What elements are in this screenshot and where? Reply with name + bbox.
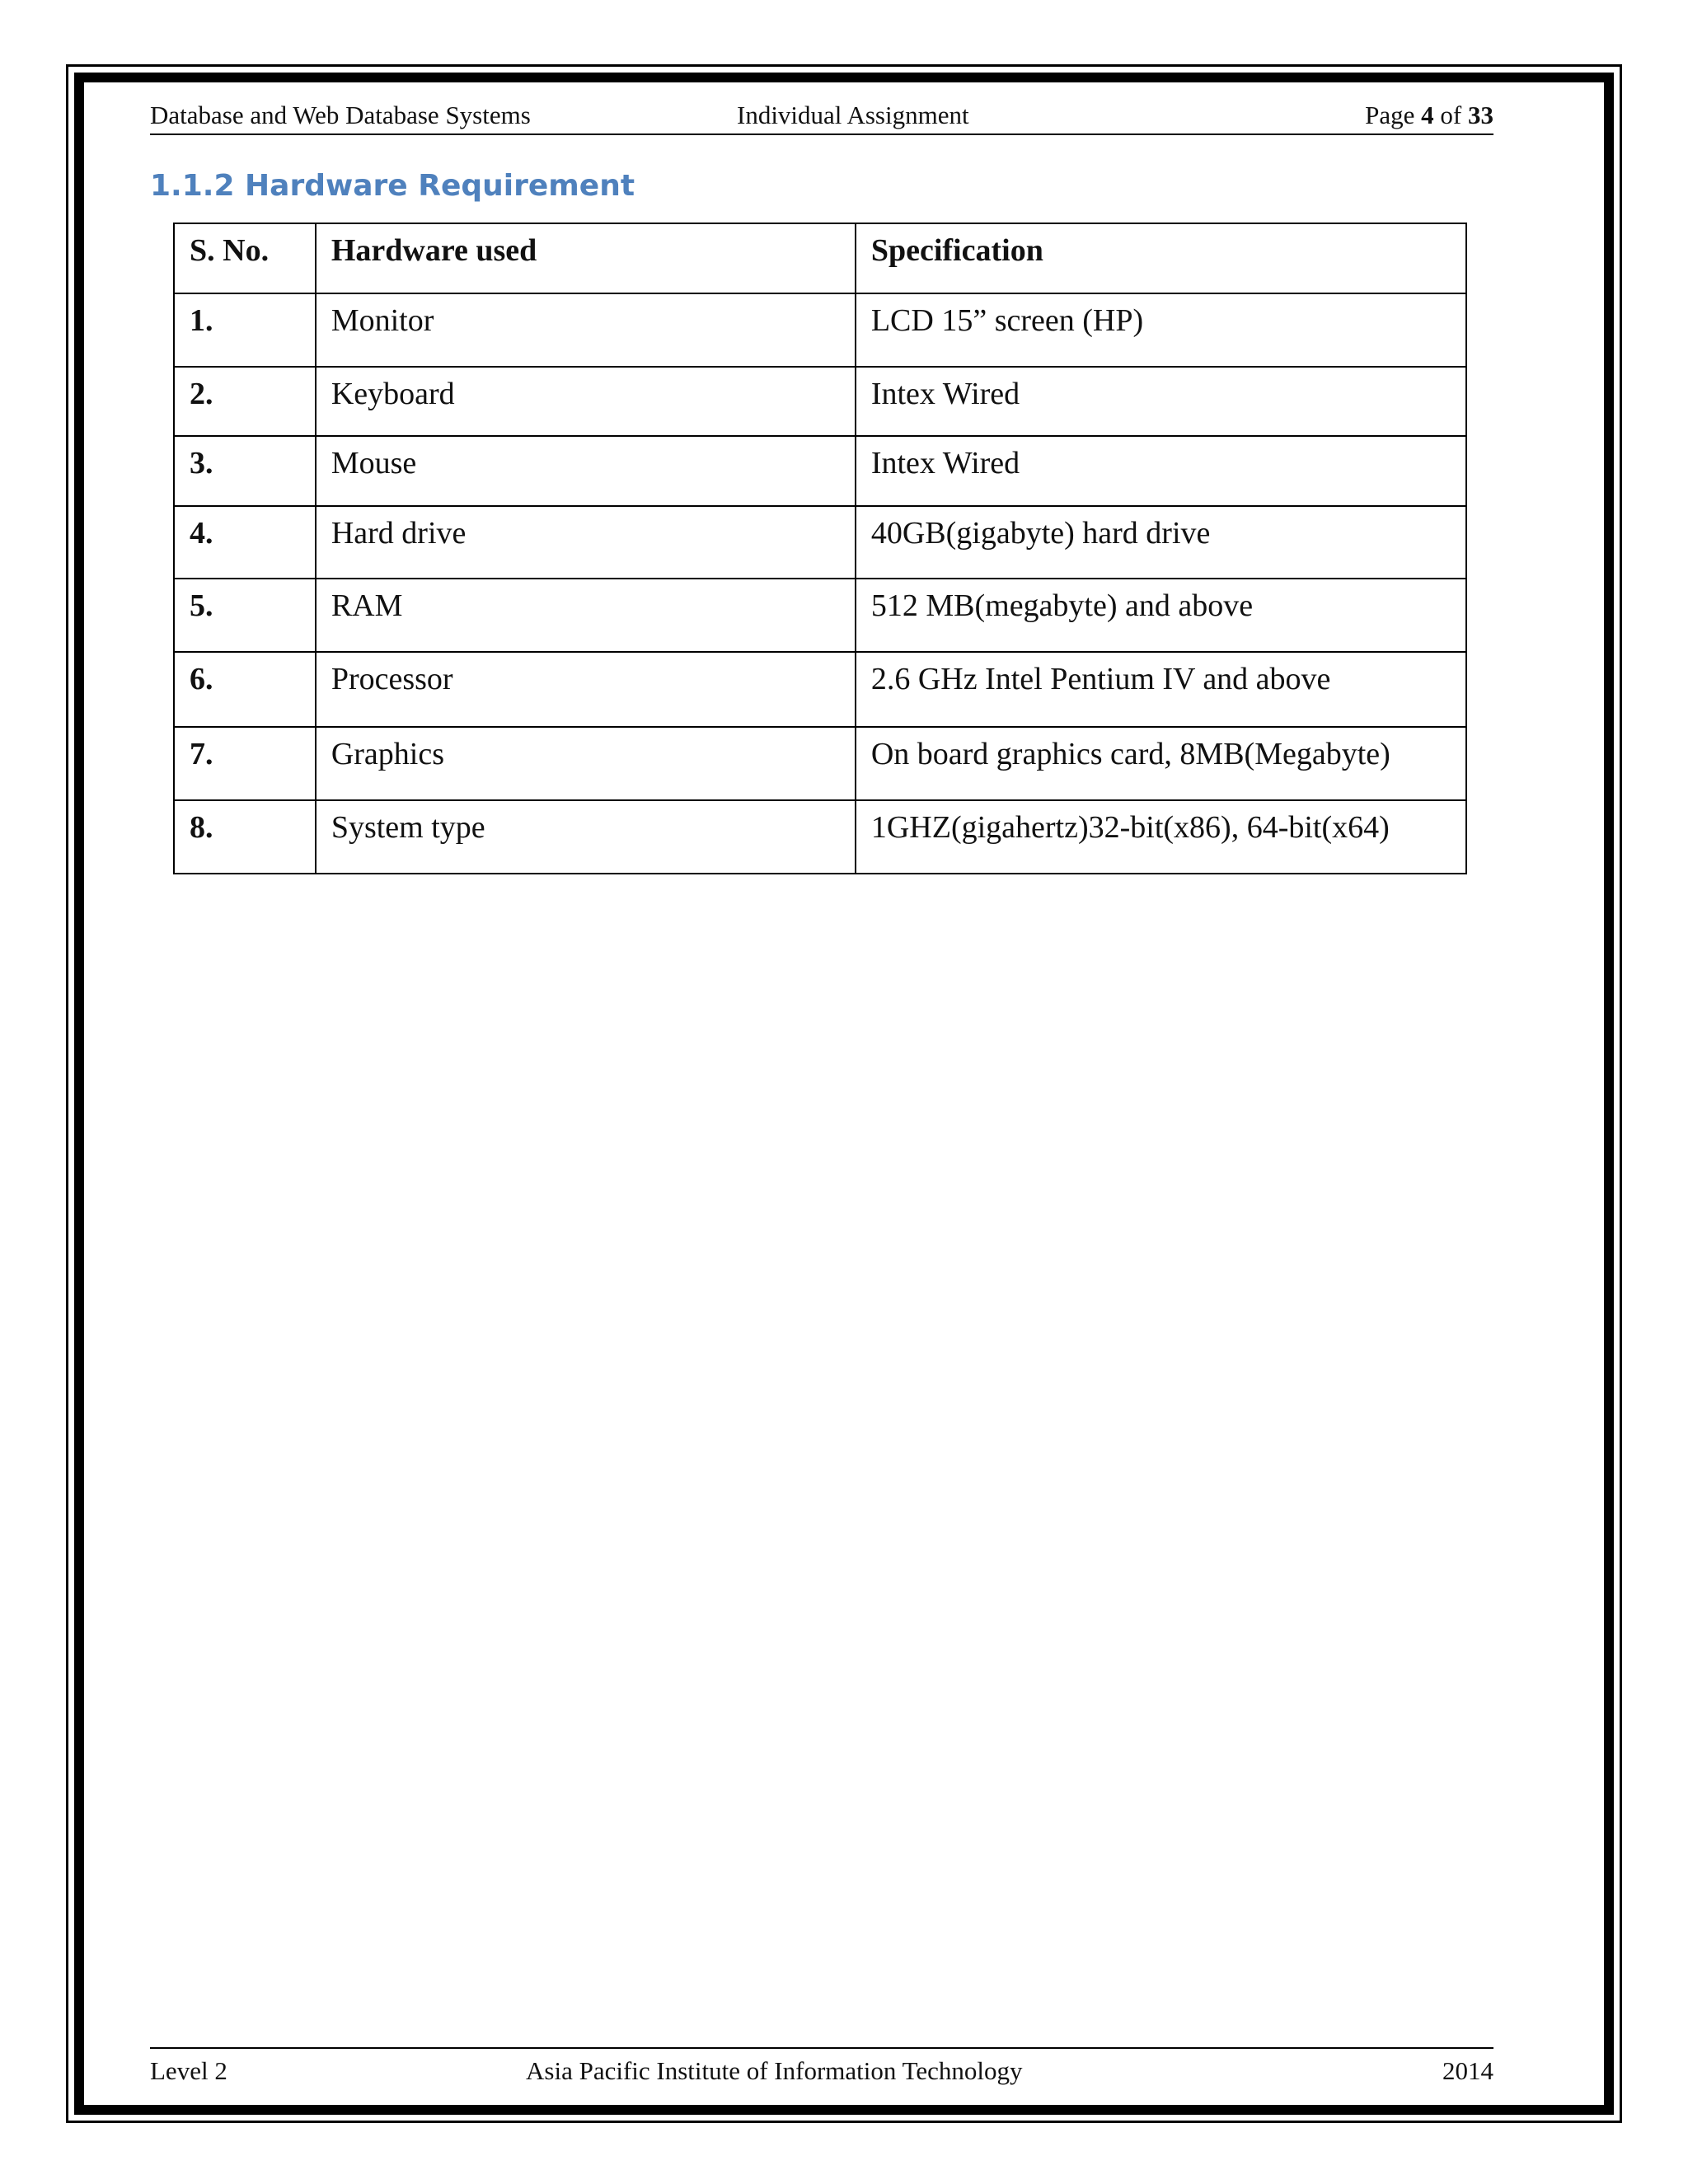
cell-specification: Intex Wired: [856, 436, 1466, 506]
cell-sno: 4.: [174, 506, 316, 579]
cell-sno: 3.: [174, 436, 316, 506]
table-header-row: [174, 223, 1466, 293]
cell-hardware: Keyboard: [316, 367, 856, 436]
table-row: [174, 652, 1466, 727]
header-page-number: [1365, 97, 1493, 134]
cell-specification: 40GB(gigabyte) hard drive: [856, 506, 1466, 579]
section-title: 1.1.2 Hardware Requirement: [150, 169, 635, 203]
cell-hardware: System type: [316, 800, 856, 874]
page-total: 33: [1468, 101, 1493, 129]
cell-specification: 2.6 GHz Intel Pentium IV and above: [856, 652, 1466, 727]
footer-level: Level 2: [150, 2056, 227, 2085]
cell-hardware: RAM: [316, 579, 856, 652]
cell-hardware: Graphics: [316, 727, 856, 800]
cell-hardware: Monitor: [316, 293, 856, 367]
table-row: [174, 579, 1466, 652]
header-assignment: Individual Assignment: [737, 101, 969, 129]
column-header-sno: S. No.: [174, 223, 316, 293]
page-footer: [150, 2047, 1493, 2087]
footer-year: 2014: [1442, 2056, 1493, 2085]
cell-sno: 5.: [174, 579, 316, 652]
header-course: Database and Web Database Systems: [150, 101, 531, 129]
column-header-hardware: Hardware used: [316, 223, 856, 293]
column-header-specification: Specification: [856, 223, 1466, 293]
cell-hardware: Processor: [316, 652, 856, 727]
footer-institute: Asia Pacific Institute of Information Technology: [526, 2056, 1023, 2085]
cell-specification: 512 MB(megabyte) and above: [856, 579, 1466, 652]
cell-sno: 2.: [174, 367, 316, 436]
page-header: [150, 97, 1493, 135]
cell-specification: LCD 15” screen (HP): [856, 293, 1466, 367]
table-row: [174, 436, 1466, 506]
cell-hardware: Mouse: [316, 436, 856, 506]
table-row: [174, 367, 1466, 436]
cell-specification: Intex Wired: [856, 367, 1466, 436]
cell-sno: 7.: [174, 727, 316, 800]
page-prefix: Page: [1365, 101, 1422, 129]
cell-specification: On board graphics card, 8MB(Megabyte): [856, 727, 1466, 800]
page-of: of: [1433, 101, 1468, 129]
cell-sno: 6.: [174, 652, 316, 727]
cell-hardware: Hard drive: [316, 506, 856, 579]
table-row: [174, 800, 1466, 874]
cell-sno: 1.: [174, 293, 316, 367]
cell-sno: 8.: [174, 800, 316, 874]
table-row: [174, 293, 1466, 367]
cell-specification: 1GHZ(gigahertz)32-bit(x86), 64-bit(x64): [856, 800, 1466, 874]
page-current: 4: [1421, 101, 1434, 129]
table-row: [174, 506, 1466, 579]
table-row: [174, 727, 1466, 800]
hardware-table: [173, 223, 1467, 874]
